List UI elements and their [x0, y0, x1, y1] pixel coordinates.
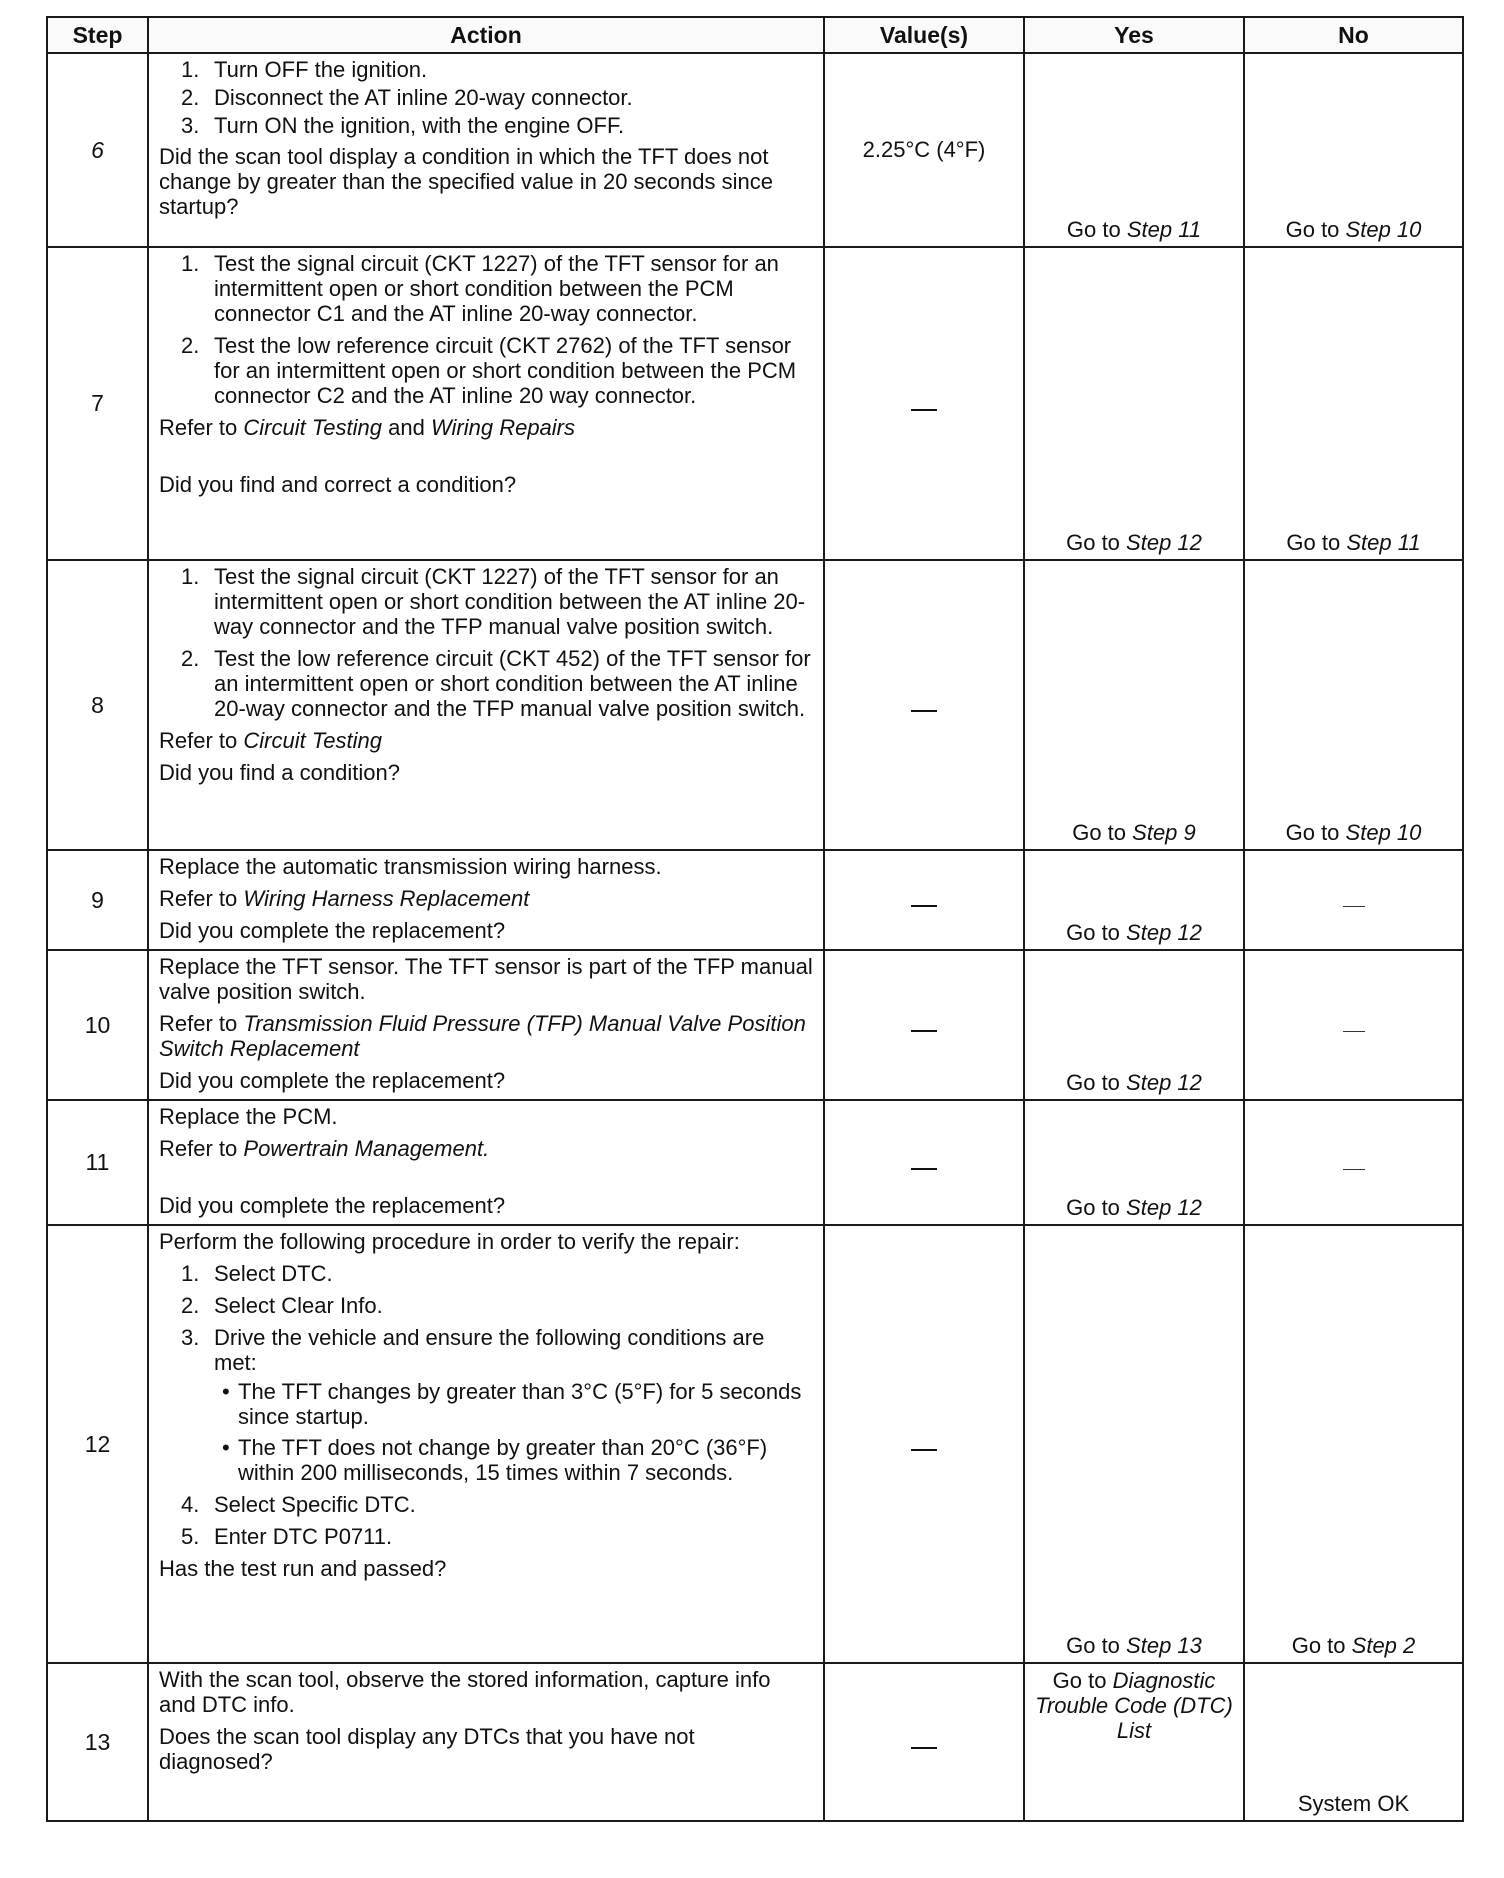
no-cell — [1244, 560, 1463, 850]
step-link: Step 12 — [1126, 530, 1202, 555]
value-cell — [824, 1663, 1024, 1821]
list-item-text: Select DTC. — [214, 1261, 333, 1286]
refer-text: Refer to Transmission Fluid Pressure (TFP) Manual Valve Position Switch Replacement — [159, 1011, 806, 1061]
header-action: Action — [148, 17, 824, 53]
no-cell — [1244, 1100, 1463, 1225]
go-to-label: Go to — [1066, 1195, 1120, 1220]
numbered-list — [159, 564, 813, 721]
action-text: Replace the TFT sensor. The TFT sensor is part of the TFP manual valve position switch. — [159, 954, 813, 1004]
list-item: 1. Test the signal circuit (CKT 1227) of the TFT sensor for an intermittent open or short condition between the PCM connector C1 and the AT inline 20-way connector. — [181, 251, 779, 326]
list-item: 1. Test the signal circuit (CKT 1227) of the TFT sensor for an intermittent open or short condition between the AT inline 20-way connector and the TFP manual valve position switch. — [181, 564, 806, 639]
table-row — [47, 560, 1463, 850]
yes-cell — [1024, 247, 1244, 560]
table-row — [47, 950, 1463, 1100]
list-item: 3. Turn ON the ignition, with the engine OFF. — [181, 113, 625, 138]
bullet-item: • The TFT changes by greater than 3°C (5°F) for 5 seconds since startup. — [214, 1379, 813, 1429]
table-row — [47, 1663, 1463, 1821]
step-number: 7 — [47, 247, 148, 560]
reference-link: Transmission Fluid Pressure (TFP) Manual Valve Position Switch Replacement — [159, 1011, 806, 1061]
list-item: 2. Disconnect the AT inline 20-way connector. — [181, 85, 633, 110]
header-yes: Yes — [1024, 17, 1244, 53]
yes-cell — [1024, 1100, 1244, 1225]
list-item: 2. Test the low reference circuit (CKT 2762) of the TFT sensor for an intermittent open or short condition between the PCM connector C2 and the AT inline 20 way connector. — [181, 333, 797, 408]
list-item: 1. Turn OFF the ignition. — [181, 57, 428, 82]
action-cell — [148, 850, 824, 950]
list-item: 3. Drive the vehicle and ensure the following conditions are met: • The TFT changes by greater than 3°C (5°F) for 5 seconds since startup. • The TFT does not change by greater than 20°C (36°F) within 200 milliseconds, 15 times within 7 seconds. — [159, 1325, 813, 1485]
list-item-text: Enter DTC P0711. — [214, 1524, 393, 1549]
refer-text: Refer to Circuit Testing — [159, 728, 382, 753]
refer-text: Refer to Circuit Testing and Wiring Repairs — [159, 415, 576, 440]
list-item-text: Disconnect the AT inline 20-way connector. — [214, 85, 633, 110]
no-cell — [1244, 247, 1463, 560]
step-link: Step 10 — [1345, 217, 1422, 242]
list-item-text: Turn OFF the ignition. — [214, 57, 428, 82]
question-text: Did you complete the replacement? — [159, 918, 506, 943]
no-cell — [1244, 850, 1463, 950]
action-text: Replace the automatic transmission wiring harness. — [159, 854, 662, 879]
action-text: With the scan tool, observe the stored information, capture info and DTC info. — [159, 1667, 771, 1717]
list-item-text: Drive the vehicle and ensure the following conditions are met: — [214, 1325, 765, 1375]
list-item-text: Test the signal circuit (CKT 1227) of the TFT sensor for an intermittent open or short condition between the PCM connector C1 and the AT inline 20-way connector. — [214, 251, 779, 326]
step-link: Step 13 — [1126, 1633, 1202, 1658]
value-cell — [824, 560, 1024, 850]
question-text: Did you complete the replacement? — [159, 1068, 506, 1093]
reference-link: Wiring Harness Replacement — [243, 886, 530, 911]
dash-mark — [1343, 906, 1365, 907]
go-to-label: Go to — [1286, 530, 1341, 555]
dash-mark — [911, 1449, 937, 1451]
step-number: 9 — [47, 850, 148, 950]
dash-mark — [911, 1747, 937, 1749]
step-link: Step 10 — [1345, 820, 1422, 845]
list-item: 5. Enter DTC P0711. — [181, 1524, 393, 1549]
action-cell — [148, 1100, 824, 1225]
question-text: Did the scan tool display a condition in which the TFT does not change by greater than the specified value in 20 seconds since startup? — [159, 144, 773, 219]
go-to-label: Go to — [1066, 217, 1121, 242]
yes-cell — [1024, 560, 1244, 850]
step-number: 8 — [47, 560, 148, 850]
go-to-label: Go to — [1285, 820, 1340, 845]
value-cell — [824, 850, 1024, 950]
step-link: Step 2 — [1351, 1633, 1416, 1658]
go-to-label: Go to — [1066, 920, 1120, 945]
action-cell — [148, 950, 824, 1100]
no-cell — [1244, 53, 1463, 247]
dash-mark — [911, 409, 937, 411]
dash-mark — [1343, 1169, 1365, 1170]
step-number: 12 — [47, 1225, 148, 1663]
dash-mark — [911, 1030, 937, 1032]
yes-cell — [1024, 53, 1244, 247]
question-text: Did you find and correct a condition? — [159, 472, 517, 497]
action-cell — [148, 560, 824, 850]
value-cell — [824, 950, 1024, 1100]
table-row — [47, 53, 1463, 247]
step-number: 13 — [47, 1663, 148, 1821]
go-to-label: Go to — [1066, 1070, 1120, 1095]
no-cell — [1244, 1225, 1463, 1663]
go-to-label: Go to — [1066, 1633, 1120, 1658]
dash-mark — [911, 1168, 937, 1170]
question-text: Did you complete the replacement? — [159, 1193, 506, 1218]
go-to-label: Go to — [1072, 820, 1127, 845]
value-cell — [824, 1225, 1024, 1663]
no-cell — [1244, 950, 1463, 1100]
dash-mark — [911, 905, 937, 907]
reference-link: Diagnostic Trouble Code (DTC) List — [1035, 1668, 1233, 1743]
list-item-text: Select Clear Info. — [214, 1293, 383, 1318]
numbered-list — [159, 251, 813, 408]
value-cell: 2.25°C (4°F) — [824, 53, 1024, 247]
reference-link: Powertrain Management. — [243, 1136, 490, 1161]
question-text: Has the test run and passed? — [159, 1556, 447, 1581]
list-item: 1. Select DTC. — [181, 1261, 333, 1286]
yes-cell — [1024, 1225, 1244, 1663]
value-cell — [824, 1100, 1024, 1225]
dash-mark — [1343, 1031, 1365, 1032]
list-item: 2. Test the low reference circuit (CKT 452) of the TFT sensor for an intermittent open or short condition between the AT inline 20-way connector and the TFP manual valve position switch. — [181, 646, 811, 721]
go-to-label: Go to — [1285, 217, 1340, 242]
numbered-list — [159, 1261, 813, 1549]
dash-mark — [911, 710, 937, 712]
table-row — [47, 247, 1463, 560]
intro-text: Perform the following procedure in order to verify the repair: — [159, 1229, 740, 1254]
step-link: Step 12 — [1126, 920, 1202, 945]
list-item-text: Turn ON the ignition, with the engine OFF. — [214, 113, 625, 138]
step-link: Step 11 — [1126, 217, 1202, 242]
list-item: 2. Select Clear Info. — [181, 1293, 383, 1318]
list-item-text: Test the low reference circuit (CKT 2762) of the TFT sensor for an intermittent open or short condition between the PCM connector C2 and the AT inline 20 way connector. — [214, 333, 797, 408]
table-row — [47, 1225, 1463, 1663]
yes-cell — [1024, 850, 1244, 950]
action-cell — [148, 1663, 824, 1821]
step-number: 6 — [47, 53, 148, 247]
action-cell — [148, 247, 824, 560]
table-row — [47, 1100, 1463, 1225]
question-text: Did you find a condition? — [159, 760, 400, 785]
yes-cell — [1024, 950, 1244, 1100]
no-cell: System OK — [1244, 1663, 1463, 1821]
reference-link: Circuit Testing — [243, 728, 382, 753]
refer-text: Refer to Powertrain Management. — [159, 1136, 490, 1161]
action-cell — [148, 53, 824, 247]
go-to-label: Go to — [1291, 1633, 1346, 1658]
diagnostic-table — [46, 16, 1464, 1822]
bullet-item: • The TFT does not change by greater than 20°C (36°F) within 200 milliseconds, 15 times within 7 seconds. — [214, 1435, 813, 1485]
step-link: Step 11 — [1346, 530, 1421, 555]
list-item-text: Test the signal circuit (CKT 1227) of the TFT sensor for an intermittent open or short condition between the AT inline 20-way connector and the TFP manual valve position switch. — [214, 564, 806, 639]
yes-cell — [1024, 1663, 1244, 1821]
list-item: 4. Select Specific DTC. — [181, 1492, 416, 1517]
step-link: Step 12 — [1126, 1195, 1202, 1220]
step-link: Step 12 — [1126, 1070, 1202, 1095]
action-cell — [148, 1225, 824, 1663]
value-cell — [824, 247, 1024, 560]
header-no: No — [1244, 17, 1463, 53]
action-text: Replace the PCM. — [159, 1104, 338, 1129]
table-row — [47, 850, 1463, 950]
header-values: Value(s) — [824, 17, 1024, 53]
step-number: 10 — [47, 950, 148, 1100]
list-item-text: Select Specific DTC. — [214, 1492, 416, 1517]
refer-text: Refer to Wiring Harness Replacement — [159, 886, 530, 911]
header-step: Step — [47, 17, 148, 53]
bullet-list — [214, 1379, 813, 1485]
list-item-text: Test the low reference circuit (CKT 452) of the TFT sensor for an intermittent open or short condition between the AT inline 20-way connector and the TFP manual valve position switch. — [214, 646, 811, 721]
header-row — [47, 17, 1463, 53]
go-to-label: Go to — [1066, 530, 1120, 555]
reference-link: Wiring Repairs — [430, 415, 576, 440]
numbered-list — [159, 57, 813, 138]
go-to-label: Go to — [1052, 1668, 1107, 1693]
reference-link: Circuit Testing — [243, 415, 382, 440]
question-text: Does the scan tool display any DTCs that you have not diagnosed? — [159, 1724, 695, 1774]
step-number: 11 — [47, 1100, 148, 1225]
step-link: Step 9 — [1132, 820, 1196, 845]
